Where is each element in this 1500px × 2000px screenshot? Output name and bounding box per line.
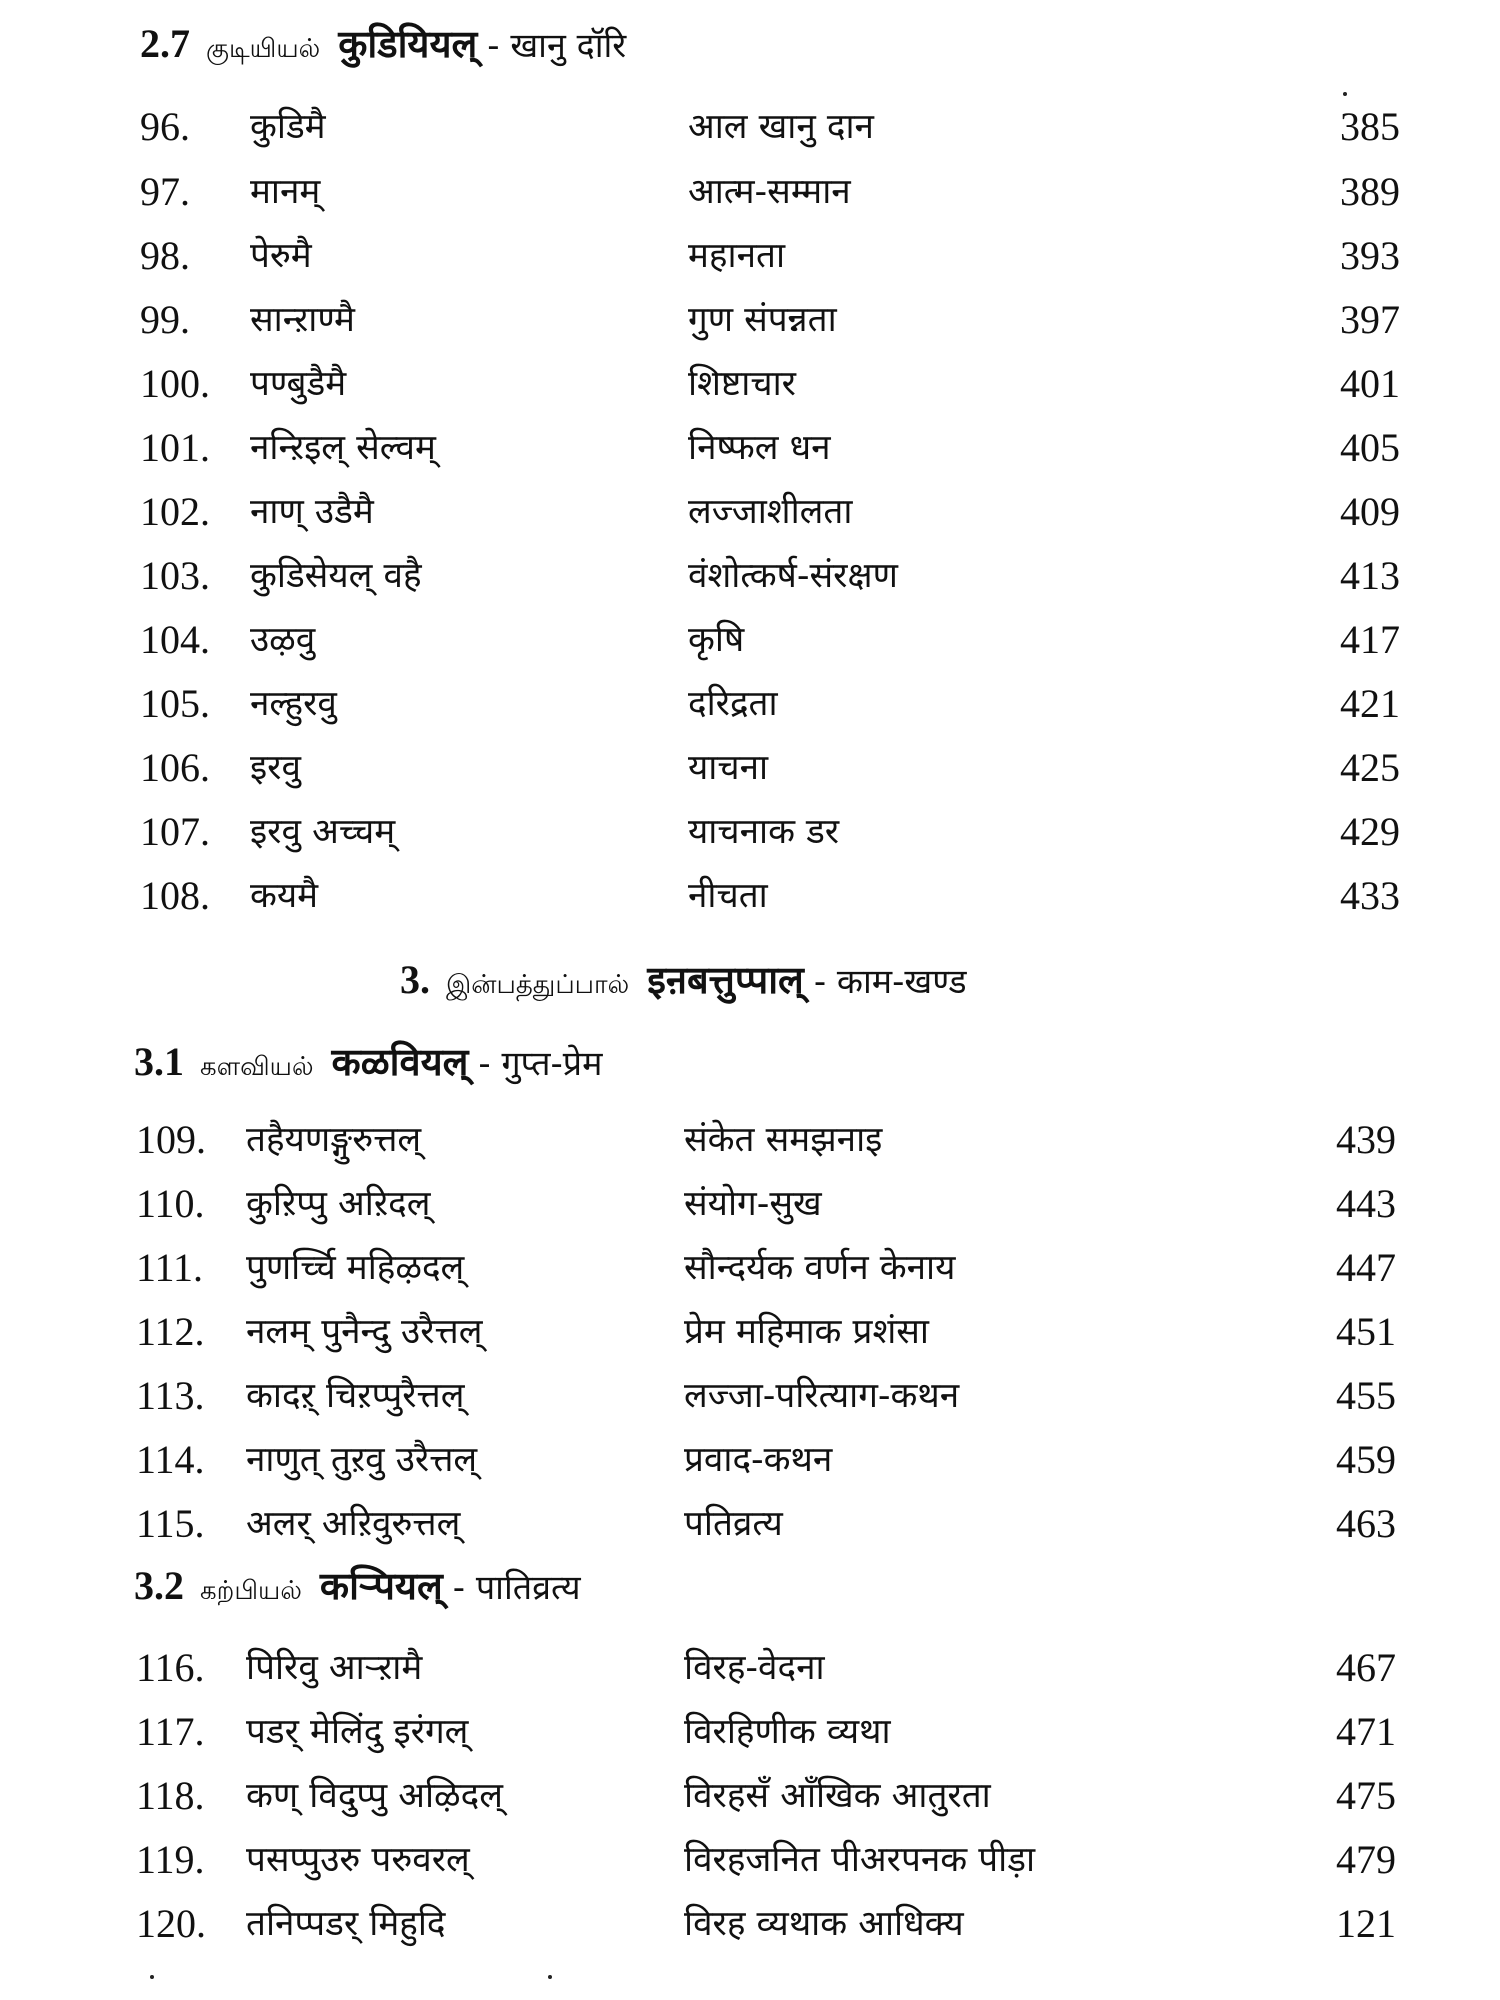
entry-tamil-title: कादऱ् चिऱप्पुरैत्तल् <box>246 1376 465 1416</box>
entry-maithili-title: कृषि <box>688 620 745 660</box>
entry-maithili-title: गुण संपन्नता <box>688 300 837 340</box>
entry-number: 120. <box>136 1901 206 1946</box>
entry-page: 409 <box>1340 489 1400 534</box>
entry-maithili-title: विरहजनित पीअरपनक पीड़ा <box>684 1840 1036 1880</box>
entry-number: 103. <box>140 553 210 598</box>
entry-maithili-title: नीचता <box>688 876 768 916</box>
entry-tamil-title: नाण् उडैमै <box>250 492 374 532</box>
entry-page: 467 <box>1336 1645 1396 1690</box>
speck-mark <box>1343 92 1347 96</box>
section-meaning: - गुप्त-प्रेम <box>478 1044 603 1084</box>
entry-tamil-title: उऴवु <box>250 620 316 660</box>
entry-number: 112. <box>136 1309 205 1354</box>
entry-number: 102. <box>140 489 210 534</box>
entry-tamil-title: सान्ऱाण्मै <box>250 300 355 340</box>
entry-page: 425 <box>1340 745 1400 790</box>
entry-number: 113. <box>136 1373 205 1418</box>
entry-maithili-title: आत्म-सम्मान <box>688 172 851 212</box>
entry-page: 121 <box>1336 1901 1396 1946</box>
entry-maithili-title: विरह व्यथाक आधिक्य <box>684 1904 964 1944</box>
entry-number: 110. <box>136 1181 205 1226</box>
entry-tamil-title: पसप्पुउरु परुवरल् <box>246 1840 470 1880</box>
entry-page: 475 <box>1336 1773 1396 1818</box>
part-tamil-title: இன்பத்துப்பால் <box>446 970 630 1000</box>
entry-number: 115. <box>136 1501 205 1546</box>
entry-number: 116. <box>136 1645 205 1690</box>
entry-page: 447 <box>1336 1245 1396 1290</box>
entry-number: 106. <box>140 745 210 790</box>
table-row <box>136 1768 1396 1824</box>
entry-tamil-title: अलर् अऱिवुरुत्तल् <box>246 1504 461 1544</box>
entry-page: 451 <box>1336 1309 1396 1354</box>
section-heading-3-2 <box>134 1564 581 1613</box>
entry-maithili-title: महानता <box>688 236 786 276</box>
table-row <box>140 868 1400 924</box>
section-transliteration: कुडियियल् <box>338 22 478 66</box>
entry-page: 463 <box>1336 1501 1396 1546</box>
table-row <box>140 548 1400 604</box>
entry-tamil-title: पुणर्च्चि महिऴदल् <box>246 1248 465 1288</box>
table-row <box>140 356 1400 412</box>
entry-number: 104. <box>140 617 210 662</box>
table-row <box>136 1704 1396 1760</box>
entry-page: 455 <box>1336 1373 1396 1418</box>
table-row <box>136 1832 1396 1888</box>
entry-page: 433 <box>1340 873 1400 918</box>
entry-tamil-title: कयमै <box>250 876 319 916</box>
table-row <box>136 1496 1396 1552</box>
table-row <box>140 292 1400 348</box>
entry-page: 429 <box>1340 809 1400 854</box>
table-row <box>140 484 1400 540</box>
part-heading-3 <box>400 958 967 1007</box>
entry-tamil-title: कुडिसेयल् वहै <box>250 556 422 596</box>
entry-maithili-title: शिष्टाचार <box>688 364 796 404</box>
table-row <box>140 612 1400 668</box>
table-row <box>140 804 1400 860</box>
table-row <box>136 1896 1396 1952</box>
table-row <box>140 164 1400 220</box>
entry-page: 393 <box>1340 233 1400 278</box>
entry-maithili-title: याचनाक डर <box>688 812 840 852</box>
entry-maithili-title: प्रवाद-कथन <box>684 1440 833 1480</box>
section-heading-3-1 <box>134 1040 602 1089</box>
entry-page: 405 <box>1340 425 1400 470</box>
table-row <box>140 740 1400 796</box>
entry-number: 118. <box>136 1773 205 1818</box>
entry-number: 96. <box>140 104 190 149</box>
speck-mark <box>548 1975 552 1979</box>
entry-tamil-title: पिरिवु आऱ्ऱामै <box>246 1648 423 1688</box>
section-transliteration: कऱ्पियल् <box>319 1564 443 1608</box>
table-row <box>136 1240 1396 1296</box>
entry-maithili-title: विरहसँ आँखिक आतुरता <box>684 1776 991 1816</box>
entry-maithili-title: पतिव्रत्य <box>684 1504 783 1544</box>
entry-page: 479 <box>1336 1837 1396 1882</box>
entry-tamil-title: नल्हुरवु <box>250 684 337 724</box>
entry-tamil-title: पण्बुडैमै <box>250 364 347 404</box>
table-row <box>140 420 1400 476</box>
entry-page: 439 <box>1336 1117 1396 1162</box>
entry-page: 385 <box>1340 104 1400 149</box>
entry-page: 417 <box>1340 617 1400 662</box>
entry-page: 397 <box>1340 297 1400 342</box>
table-row <box>140 99 1400 155</box>
table-row <box>140 228 1400 284</box>
entry-maithili-title: प्रेम महिमाक प्रशंसा <box>684 1312 929 1352</box>
entry-tamil-title: नाणुत् तुऱवु उरैत्तल् <box>246 1440 478 1480</box>
entry-page: 389 <box>1340 169 1400 214</box>
entry-maithili-title: निष्फल धन <box>688 428 831 468</box>
entry-maithili-title: संयोग-सुख <box>684 1184 822 1224</box>
entry-tamil-title: कण् विदुप्पु अऴिदल् <box>246 1776 503 1816</box>
entry-maithili-title: लज्जा-परित्याग-कथन <box>684 1376 960 1416</box>
part-meaning: - काम-खण्ड <box>813 962 967 1002</box>
entry-number: 119. <box>136 1837 205 1882</box>
entry-number: 101. <box>140 425 210 470</box>
speck-mark <box>150 1975 154 1979</box>
entry-page: 471 <box>1336 1709 1396 1754</box>
table-row <box>136 1112 1396 1168</box>
entry-page: 459 <box>1336 1437 1396 1482</box>
entry-tamil-title: पडर् मेलिंदु इरंगल् <box>246 1712 469 1752</box>
entry-page: 413 <box>1340 553 1400 598</box>
entry-number: 107. <box>140 809 210 854</box>
entry-tamil-title: नन्ऱिइल् सेल्वम् <box>250 428 436 468</box>
entry-number: 99. <box>140 297 190 342</box>
part-number: 3. <box>400 957 430 1002</box>
entry-tamil-title: मानम् <box>250 172 321 212</box>
entry-maithili-title: याचना <box>688 748 769 788</box>
entry-number: 105. <box>140 681 210 726</box>
entry-number: 108. <box>140 873 210 918</box>
entry-number: 109. <box>136 1117 206 1162</box>
entry-page: 421 <box>1340 681 1400 726</box>
section-tamil-title: கற்பியல் <box>200 1576 302 1606</box>
table-row <box>136 1432 1396 1488</box>
entry-maithili-title: विरह-वेदना <box>684 1648 825 1688</box>
entry-number: 97. <box>140 169 190 214</box>
section-number: 3.1 <box>134 1039 184 1084</box>
table-row <box>140 676 1400 732</box>
entry-number: 114. <box>136 1437 205 1482</box>
entry-number: 100. <box>140 361 210 406</box>
table-row <box>136 1176 1396 1232</box>
entry-maithili-title: वंशोत्कर्ष-संरक्षण <box>688 556 898 596</box>
section-meaning: - खानु दॉरि <box>487 26 627 66</box>
section-tamil-title: களவியல் <box>200 1052 314 1082</box>
table-row <box>136 1304 1396 1360</box>
entry-number: 98. <box>140 233 190 278</box>
table-row <box>136 1368 1396 1424</box>
section-tamil-title: குடியியல் <box>206 34 321 64</box>
entry-tamil-title: कुडिमै <box>250 107 326 147</box>
entry-tamil-title: तहैयणङ्गुरुत्तल् <box>246 1120 422 1160</box>
entry-tamil-title: इरवु <box>250 748 301 788</box>
section-meaning: - पातिव्रत्य <box>452 1568 581 1608</box>
section-heading-2-7 <box>140 22 626 71</box>
entry-maithili-title: लज्जाशीलता <box>688 492 853 532</box>
entry-tamil-title: तनिप्पडर् मिहुदि <box>246 1904 446 1944</box>
entry-tamil-title: कुऱिप्पु अऱिदल् <box>246 1184 431 1224</box>
entry-maithili-title: सौन्दर्यक वर्णन केनाय <box>684 1248 956 1288</box>
table-row <box>136 1640 1396 1696</box>
entry-maithili-title: संकेत समझनाइ <box>684 1120 883 1160</box>
section-number: 2.7 <box>140 21 190 66</box>
part-transliteration: इऩबत्तुप्पाल् <box>647 958 804 1002</box>
entry-page: 401 <box>1340 361 1400 406</box>
entry-tamil-title: नलम् पुनैन्दु उरैत्तल् <box>246 1312 483 1352</box>
section-number: 3.2 <box>134 1563 184 1608</box>
entry-tamil-title: पेरुमै <box>250 236 312 276</box>
entry-maithili-title: दरिद्रता <box>688 684 778 724</box>
entry-tamil-title: इरवु अच्चम् <box>250 812 396 852</box>
entry-number: 111. <box>136 1245 204 1290</box>
entry-maithili-title: विरहिणीक व्यथा <box>684 1712 891 1752</box>
section-transliteration: कळवियल् <box>331 1040 469 1084</box>
entry-page: 443 <box>1336 1181 1396 1226</box>
entry-number: 117. <box>136 1709 205 1754</box>
entry-maithili-title: आल खानु दान <box>688 107 874 147</box>
